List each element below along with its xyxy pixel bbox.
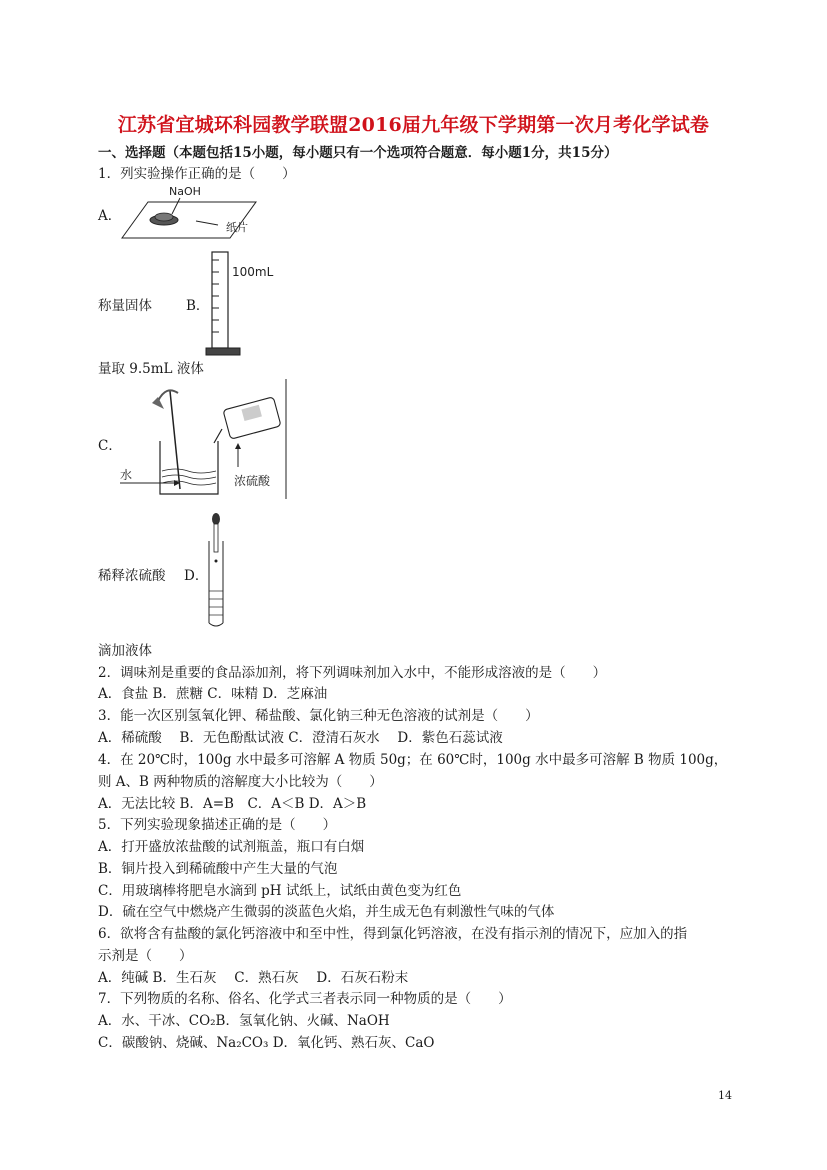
question-6-options: A．纯碱 B．生石灰 C．熟石灰 D．石灰石粉末: [98, 970, 409, 986]
question-5-stem: 5．下列实验现象描述正确的是（ ）: [98, 817, 337, 833]
question-2-stem: 2．调味剂是重要的食品添加剂，将下列调味剂加入水中，不能形成溶液的是（ ）: [98, 665, 607, 681]
dropper-figure: [204, 511, 228, 629]
q1-option-a-letter: A．: [98, 208, 122, 224]
paper-label: 纸片: [226, 221, 248, 234]
question-4-stem-1: 4．在 20℃时，100g 水中最多可溶解 A 物质 50g；在 60℃时，100g 水中最多可溶解 B 物质 100g，: [98, 752, 728, 768]
question-7-options-ab: A．水、干冰、CO₂B．氢氧化钠、火碱、NaOH: [98, 1013, 390, 1029]
measuring-cylinder-figure: [205, 250, 285, 358]
acid-label: 浓硫酸: [234, 474, 271, 488]
question-5-option-b: B．铜片投入到稀硫酸中产生大量的气泡: [98, 861, 338, 877]
q1-option-b-letter: B．: [186, 298, 210, 314]
naoh-label: NaOH: [169, 185, 201, 198]
question-2-options: A．食盐 B．蔗糖 C．味精 D．芝麻油: [98, 686, 328, 702]
question-5-option-a: A．打开盛放浓盐酸的试剂瓶盖，瓶口有白烟: [98, 839, 365, 855]
q1-option-b-caption: 量取 9.5mL 液体: [98, 361, 204, 377]
question-5-option-c: C．用玻璃棒将肥皂水滴到 pH 试纸上，试纸由黄色变为红色: [98, 883, 462, 899]
page-number: 14: [718, 1089, 732, 1102]
q1-option-a-caption: 称量固体: [98, 298, 152, 314]
section-heading: 一、选择题（本题包括15小题，每小题只有一个选项符合题意．每小题1分，共15分）: [98, 145, 618, 161]
q1-option-d-letter: D．: [184, 568, 209, 584]
question-1-stem: 1．列实验操作正确的是（ ）: [98, 166, 296, 182]
question-3-stem: 3．能一次区别氢氧化钾、稀盐酸、氯化钠三种无色溶液的试剂是（ ）: [98, 708, 539, 724]
weighing-naoh-figure: [120, 182, 260, 242]
volume-label: 100mL: [232, 265, 274, 279]
question-7-stem: 7．下列物质的名称、俗名、化学式三者表示同一种物质的是（ ）: [98, 991, 512, 1007]
page-title: 江苏省宜城环科园教学联盟2016届九年级下学期第一次月考化学试卷: [117, 114, 710, 136]
q1-option-c-caption: 稀释浓硫酸: [98, 568, 166, 584]
dilute-acid-figure: [118, 379, 290, 499]
question-4-stem-2: 则 A、B 两种物质的溶解度大小比较为（ ）: [98, 774, 383, 790]
question-5-option-d: D．硫在空气中燃烧产生微弱的淡蓝色火焰，并生成无色有刺激性气味的气体: [98, 904, 555, 920]
question-6-stem-1: 6．欲将含有盐酸的氯化钙溶液中和至中性，得到氯化钙溶液，在没有指示剂的情况下，应加入的指: [98, 926, 688, 942]
water-label: 水: [120, 468, 133, 482]
question-6-stem-2: 示剂是（ ）: [98, 948, 193, 964]
question-7-options-cd: C．碳酸钠、烧碱、Na₂CO₃ D．氧化钙、熟石灰、CaO: [98, 1035, 435, 1051]
question-4-options: A．无法比较 B．A=B C．A＜B D．A＞B: [98, 796, 367, 812]
question-3-options: A．稀硫酸 B．无色酚酞试液 C．澄清石灰水 D．紫色石蕊试液: [98, 730, 503, 746]
q1-option-c-letter: C．: [98, 438, 122, 454]
q1-option-d-caption: 滴加液体: [98, 643, 152, 659]
